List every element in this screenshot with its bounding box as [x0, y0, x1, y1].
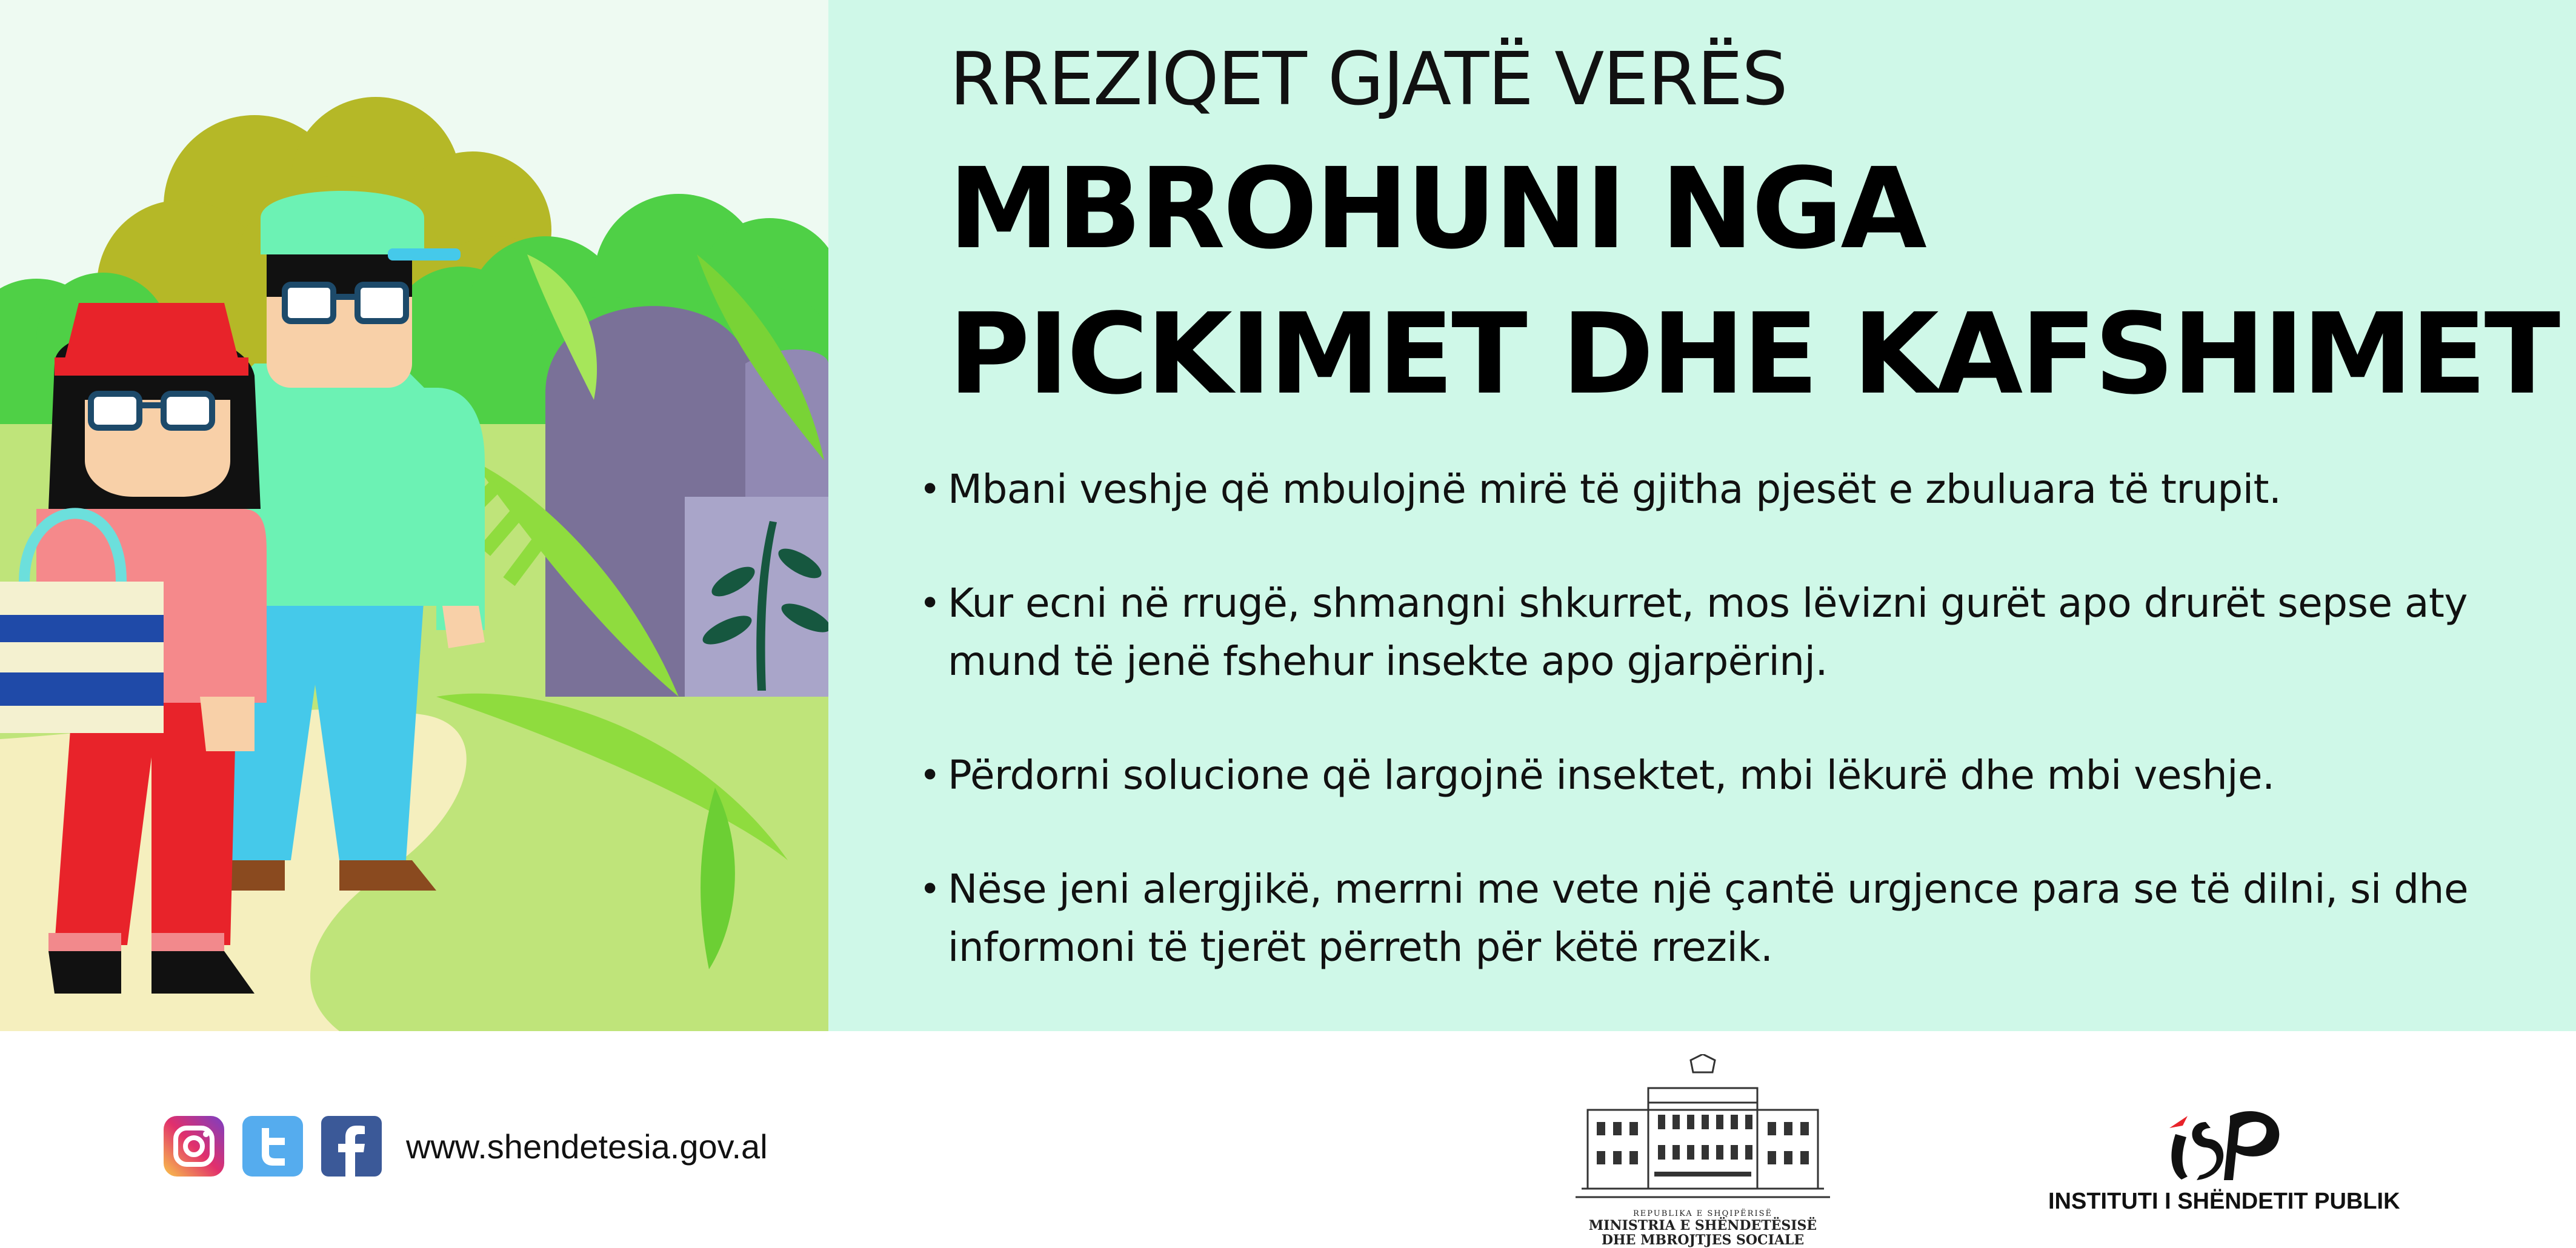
tip-item: • Përdorni solucione që largojnë insektet, mbi lëkurë dhe mbi veshje.	[919, 746, 2555, 805]
tip-item: • Nëse jeni alergjikë, merrni me vete një çantë urgjence para se të dilni, si dhe informoni të tjerët përreth për këtë rrezik.	[919, 860, 2555, 977]
ministry-line-1: MINISTRIA E SHËNDETËSISË	[1588, 1218, 1817, 1233]
ministry-logo	[1569, 1054, 1836, 1248]
social-links	[164, 1116, 768, 1177]
isp-emblem-icon	[2163, 1104, 2285, 1183]
ministry-building-icon	[1569, 1054, 1836, 1209]
website-link[interactable]: www.shendetesia.gov.al	[406, 1127, 768, 1166]
tip-item: • Mbani veshje që mbulojnë mirë të gjitha pjesët e zbuluara të trupit.	[919, 460, 2555, 519]
message-panel	[828, 0, 2576, 1031]
ministry-name	[1569, 1209, 1836, 1247]
ministry-republic: REPUBLIKA E SHQIPËRISË	[1633, 1209, 1772, 1218]
instagram-icon[interactable]	[164, 1116, 224, 1177]
campaign-title-line-2: PICKIMET DHE KAFSHIMET	[948, 290, 2558, 419]
summer-hikers-illustration	[0, 0, 828, 1031]
ministry-line-2: DHE MBROJTJES SOCIALE	[1601, 1232, 1805, 1248]
tips-list	[919, 460, 2555, 1032]
campaign-subtitle: RREZIQET GJATË VERËS	[950, 38, 1787, 122]
tip-item: • Kur ecni në rrugë, shmangni shkurret, mos lëvizni gurët apo drurët sepse aty mund të jenë fshehur insekte apo gjarpërinj.	[919, 574, 2555, 691]
campaign-title	[948, 136, 2558, 427]
institute-name: INSTITUTI I SHËNDETIT PUBLIK	[2048, 1189, 2400, 1214]
footer	[0, 1031, 2576, 1248]
facebook-icon[interactable]	[321, 1116, 382, 1177]
isp-logo	[2048, 1104, 2400, 1225]
twitter-icon[interactable]	[242, 1116, 303, 1177]
campaign-title-line-1: MBROHUNI NGA	[948, 144, 1925, 274]
